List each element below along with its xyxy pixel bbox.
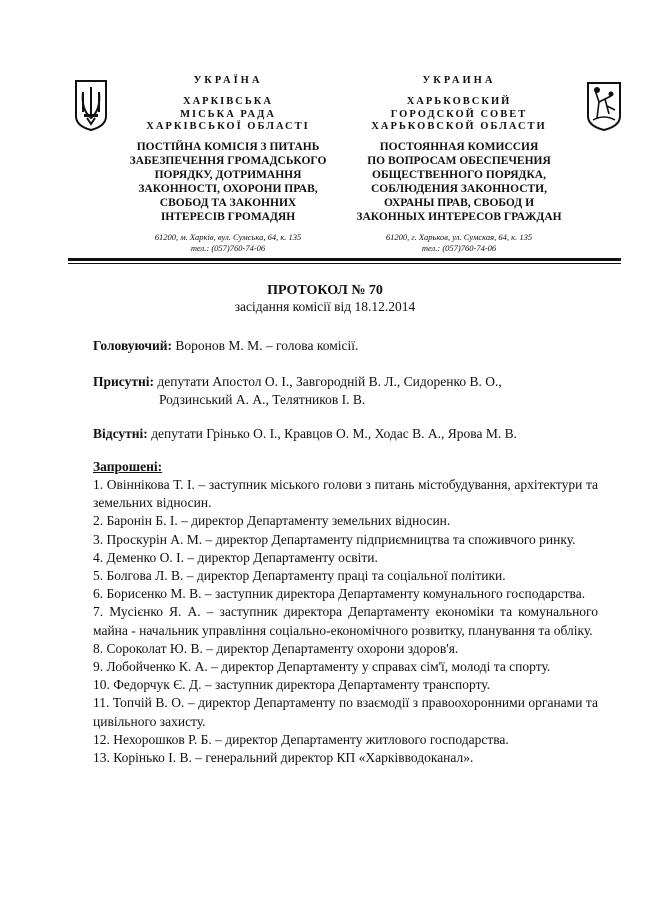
list-item: 12. Нехорошков Р. Б. – директор Департаменту житлового господарства.: [93, 731, 509, 747]
list-item: 10. Федорчук Є. Д. – заступник директора Департаменту транспорту.: [93, 677, 491, 693]
address-ru: 61200, г. Харьков, ул. Сумская, 64, к. 135 тел.: (057)760-74-06: [385, 231, 533, 253]
list-item: 1. Овіннікова Т. І. – заступник міського голови з питань містобудування, архітектури та земельних відносин.: [93, 477, 598, 511]
list-item: 6. Борисенко М. В. – заступник директора Департаменту комунального господарства.: [93, 586, 586, 602]
list-item: 4. Деменко О. І. – директор Департаменту освіти.: [93, 549, 378, 565]
present-text: депутати Апостол О. І., Завгородній В. Л., Сидоренко В. О.,: [157, 374, 502, 389]
header-right: [334, 74, 584, 254]
invited-label: Запрошені:: [93, 459, 163, 474]
chair-text: Воронов М. М. – голова комісії.: [175, 338, 359, 353]
header-divider-thin: [68, 263, 621, 264]
council-name-ru: ХАРЬКОВСКИЙ ГОРОДСКОЙ СОВЕТ ХАРЬКОВСКОЙ ОБЛАСТИ: [371, 96, 547, 132]
present-label: Присутні:: [93, 374, 155, 389]
absent-label: Відсутні:: [93, 426, 148, 441]
trident-emblem-icon: [73, 78, 109, 132]
absent-line: [93, 425, 598, 443]
commission-name-ru: ПОСТОЯННАЯ КОМИССИЯ ПО ВОПРОСАМ ОБЕСПЕЧЕНИЯ ОБЩЕСТВЕННОГО ПОРЯДКА, СОБЛЮДЕНИЯ ЗАКОННОСТИ, ОХРАНЫ ПРАВ, СВОБОД И ЗАКОННЫХ ИНТЕРЕСОВ ГРАЖДАН: [356, 140, 562, 223]
kharkiv-coat-of-arms-icon: [585, 80, 623, 132]
address-ua: 61200, м. Харків, вул. Сумська, 64, к. 135 тел.: (057)760-74-06: [154, 231, 302, 253]
commission-name-ua: ПОСТІЙНА КОМІСІЯ З ПИТАНЬ ЗАБЕЗПЕЧЕННЯ ГРОМАДСЬКОГО ПОРЯДКУ, ДОТРИМАННЯ ЗАКОННОСТІ, ОХОРОНИ ПРАВ, СВОБОД ТА ЗАКОННИХ ІНТЕРЕСІВ ГРОМАДЯН: [129, 140, 327, 223]
list-item: 11. Топчій В. О. – директор Департаменту по взаємодії з правоохоронними органами та цивільного захисту.: [93, 695, 598, 729]
country-name-ua: УКРАЇНА: [193, 75, 263, 86]
present-line: [93, 373, 598, 409]
list-item: 5. Болгова Л. В. – директор Департаменту праці та соціальної політики.: [93, 568, 506, 584]
country-name-ru: УКРАИНА: [422, 75, 496, 86]
list-item: 13. Корінько І. В. – генеральний директор КП «Харківводоканал».: [93, 750, 474, 766]
present-text-cont: Родзинський А. А., Телятников І. В.: [159, 392, 366, 408]
absent-text: депутати Грінько О. І., Кравцов О. М., Ходас В. А., Ярова М. В.: [151, 426, 517, 441]
list-item: 2. Баронін Б. І. – директор Департаменту земельних відносин.: [93, 513, 451, 529]
header-divider-thick: [68, 258, 621, 261]
protocol-title: ПРОТОКОЛ № 70: [267, 283, 383, 298]
invited-list: [93, 476, 598, 767]
chair-line: [93, 337, 598, 355]
chair-label: Головуючий:: [93, 338, 173, 353]
header-left: [108, 74, 348, 254]
council-name-ua: ХАРКІВСЬКА МІСЬКА РАДА ХАРКІВСЬКОЇ ОБЛАСТІ: [146, 96, 310, 132]
protocol-subtitle: засідання комісії від 18.12.2014: [234, 299, 416, 314]
list-item: 7. Мусієнко Я. А. – заступник директора Департаменту економіки та комунального майна - начальник управління соціально-економічного розвитку, планування та обліку.: [93, 604, 598, 638]
list-item: 8. Сороколат Ю. В. – директор Департаменту охорони здоров'я.: [93, 640, 459, 656]
list-item: 3. Проскурін А. М. – директор Департаменту підприємництва та споживчого ринку.: [93, 531, 576, 547]
list-item: 9. Лобойченко К. А. – директор Департаменту у справах сім'ї, молоді та спорту.: [93, 659, 551, 675]
